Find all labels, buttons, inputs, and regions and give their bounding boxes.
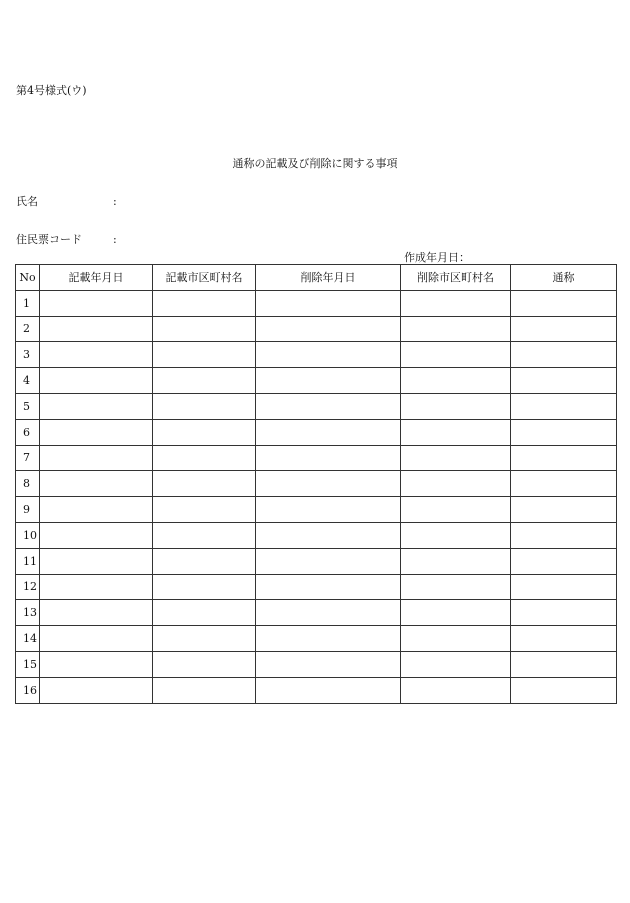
- name-field-row: [16, 193, 117, 209]
- row-number-cell: 4: [16, 368, 40, 394]
- header-no: No: [16, 265, 40, 291]
- row-number-cell: 10: [16, 522, 40, 548]
- deletion-date-cell: [256, 419, 401, 445]
- deletion-date-cell: [256, 497, 401, 523]
- deletion-municipality-cell: [401, 368, 511, 394]
- row-number-cell: 12: [16, 574, 40, 600]
- deletion-date-cell: [256, 368, 401, 394]
- deletion-date-cell: [256, 290, 401, 316]
- entry-municipality-cell: [153, 522, 256, 548]
- entry-date-cell: [40, 497, 153, 523]
- alias-cell: [511, 651, 617, 677]
- resident-code-field-row: [16, 231, 117, 247]
- alias-records-table: [15, 264, 617, 704]
- entry-date-cell: [40, 342, 153, 368]
- row-number-cell: 15: [16, 651, 40, 677]
- entry-date-cell: [40, 290, 153, 316]
- entry-municipality-cell: [153, 471, 256, 497]
- deletion-municipality-cell: [401, 497, 511, 523]
- entry-municipality-cell: [153, 497, 256, 523]
- alias-cell: [511, 626, 617, 652]
- row-number-cell: 14: [16, 626, 40, 652]
- row-number-cell: 8: [16, 471, 40, 497]
- deletion-municipality-cell: [401, 445, 511, 471]
- entry-date-cell: [40, 600, 153, 626]
- alias-cell: [511, 522, 617, 548]
- deletion-municipality-cell: [401, 342, 511, 368]
- deletion-municipality-cell: [401, 393, 511, 419]
- table-row: [16, 471, 617, 497]
- entry-date-cell: [40, 548, 153, 574]
- deletion-date-cell: [256, 677, 401, 703]
- row-number-cell: 6: [16, 419, 40, 445]
- table-row: [16, 497, 617, 523]
- entry-date-cell: [40, 393, 153, 419]
- alias-cell: [511, 600, 617, 626]
- alias-cell: [511, 316, 617, 342]
- resident-code-label: 住民票コード: [16, 233, 82, 246]
- deletion-municipality-cell: [401, 600, 511, 626]
- name-separator: :: [113, 195, 117, 208]
- entry-date-cell: [40, 368, 153, 394]
- deletion-municipality-cell: [401, 290, 511, 316]
- entry-municipality-cell: [153, 342, 256, 368]
- name-label: 氏名: [16, 195, 38, 208]
- alias-cell: [511, 497, 617, 523]
- deletion-municipality-cell: [401, 677, 511, 703]
- row-number-cell: 11: [16, 548, 40, 574]
- row-number-cell: 13: [16, 600, 40, 626]
- header-entry-municipality: 記載市区町村名: [153, 265, 256, 291]
- alias-cell: [511, 471, 617, 497]
- header-deletion-municipality: 削除市区町村名: [401, 265, 511, 291]
- deletion-date-cell: [256, 626, 401, 652]
- entry-municipality-cell: [153, 548, 256, 574]
- entry-municipality-cell: [153, 651, 256, 677]
- deletion-municipality-cell: [401, 574, 511, 600]
- table-row: [16, 548, 617, 574]
- row-number-cell: 5: [16, 393, 40, 419]
- entry-date-cell: [40, 651, 153, 677]
- deletion-date-cell: [256, 522, 401, 548]
- table-header-row: [16, 265, 617, 291]
- alias-cell: [511, 574, 617, 600]
- entry-municipality-cell: [153, 445, 256, 471]
- entry-municipality-cell: [153, 419, 256, 445]
- entry-municipality-cell: [153, 574, 256, 600]
- resident-code-separator: :: [113, 233, 117, 246]
- table-row: [16, 651, 617, 677]
- entry-municipality-cell: [153, 600, 256, 626]
- form-number: 第4号様式(ウ): [16, 84, 87, 97]
- deletion-municipality-cell: [401, 626, 511, 652]
- deletion-date-cell: [256, 471, 401, 497]
- table-row: [16, 445, 617, 471]
- table-row: [16, 574, 617, 600]
- row-number-cell: 16: [16, 677, 40, 703]
- header-deletion-date: 削除年月日: [256, 265, 401, 291]
- entry-date-cell: [40, 626, 153, 652]
- document-title: 通称の記載及び削除に関する事項: [232, 157, 398, 170]
- alias-cell: [511, 419, 617, 445]
- deletion-date-cell: [256, 445, 401, 471]
- alias-cell: [511, 548, 617, 574]
- deletion-date-cell: [256, 393, 401, 419]
- table-row: [16, 600, 617, 626]
- table-body: [16, 290, 617, 703]
- alias-cell: [511, 368, 617, 394]
- deletion-municipality-cell: [401, 471, 511, 497]
- row-number-cell: 9: [16, 497, 40, 523]
- header-entry-date: 記載年月日: [40, 265, 153, 291]
- alias-cell: [511, 445, 617, 471]
- table-row: [16, 626, 617, 652]
- table-row: [16, 342, 617, 368]
- entry-municipality-cell: [153, 290, 256, 316]
- deletion-municipality-cell: [401, 316, 511, 342]
- entry-municipality-cell: [153, 368, 256, 394]
- row-number-cell: 7: [16, 445, 40, 471]
- deletion-municipality-cell: [401, 522, 511, 548]
- entry-date-cell: [40, 316, 153, 342]
- alias-cell: [511, 393, 617, 419]
- deletion-municipality-cell: [401, 548, 511, 574]
- header-alias: 通称: [511, 265, 617, 291]
- entry-municipality-cell: [153, 393, 256, 419]
- deletion-municipality-cell: [401, 651, 511, 677]
- entry-date-cell: [40, 574, 153, 600]
- table-row: [16, 419, 617, 445]
- alias-cell: [511, 290, 617, 316]
- deletion-date-cell: [256, 651, 401, 677]
- deletion-date-cell: [256, 316, 401, 342]
- deletion-date-cell: [256, 574, 401, 600]
- deletion-date-cell: [256, 548, 401, 574]
- entry-date-cell: [40, 522, 153, 548]
- alias-cell: [511, 342, 617, 368]
- entry-date-cell: [40, 445, 153, 471]
- deletion-date-cell: [256, 342, 401, 368]
- entry-date-cell: [40, 471, 153, 497]
- table-row: [16, 522, 617, 548]
- table-row: [16, 290, 617, 316]
- entry-date-cell: [40, 677, 153, 703]
- table-row: [16, 368, 617, 394]
- table-row: [16, 393, 617, 419]
- row-number-cell: 1: [16, 290, 40, 316]
- entry-municipality-cell: [153, 626, 256, 652]
- deletion-municipality-cell: [401, 419, 511, 445]
- entry-municipality-cell: [153, 677, 256, 703]
- alias-cell: [511, 677, 617, 703]
- entry-municipality-cell: [153, 316, 256, 342]
- entry-date-cell: [40, 419, 153, 445]
- deletion-date-cell: [256, 600, 401, 626]
- table-row: [16, 316, 617, 342]
- table-row: [16, 677, 617, 703]
- row-number-cell: 3: [16, 342, 40, 368]
- row-number-cell: 2: [16, 316, 40, 342]
- created-date-label: 作成年月日：: [404, 251, 470, 264]
